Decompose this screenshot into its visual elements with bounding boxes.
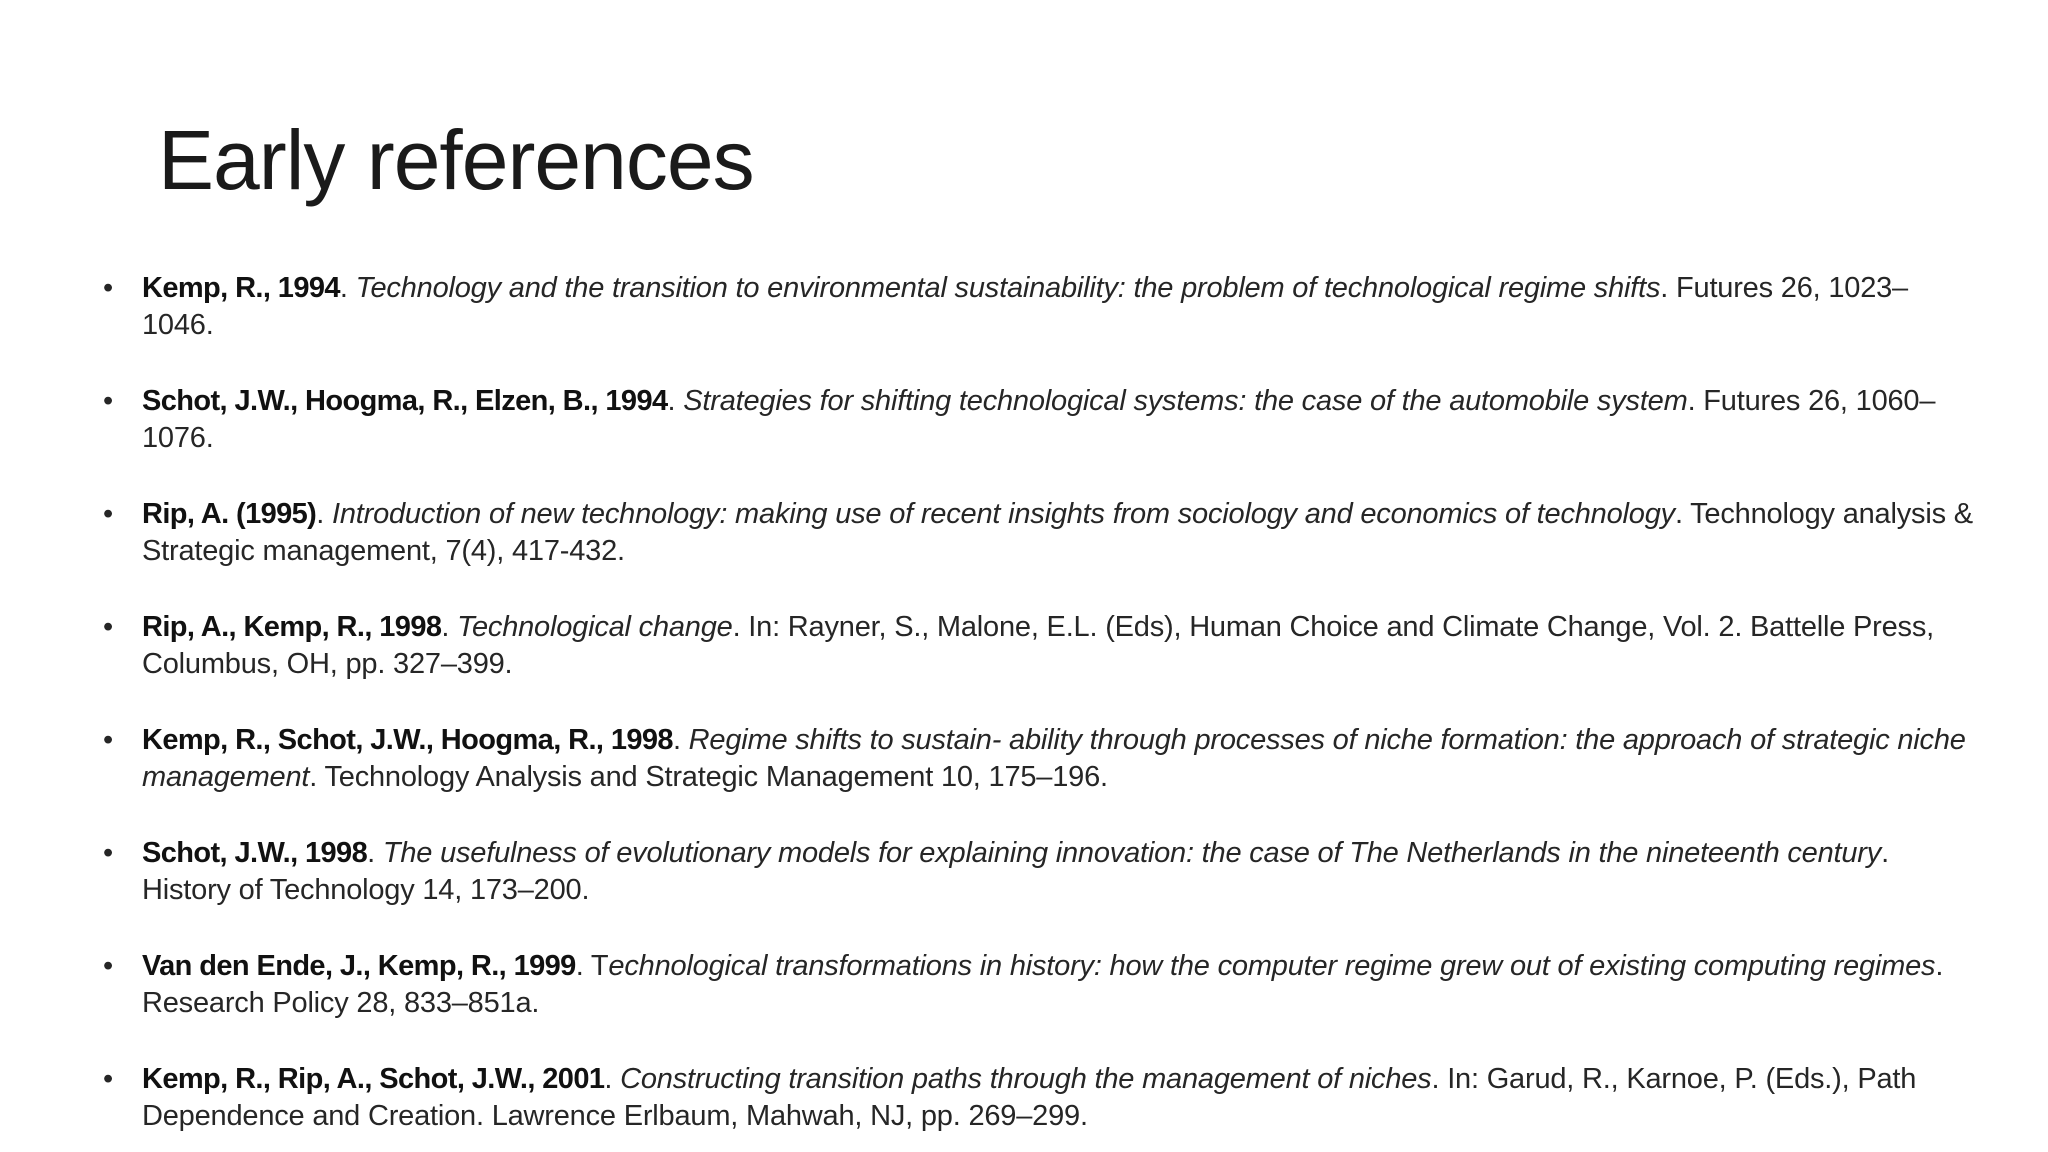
reference-title-prefix: T [590, 950, 609, 982]
reference-item [98, 1061, 1978, 1135]
separator: . [604, 1063, 621, 1095]
reference-source: . In: Rayner, S., Malone, E.L. (Eds), Human Choice and Climate Change, Vol. 2. Battelle Press, Columbus, OH, pp. 327–399. [142, 611, 1935, 680]
bullet-icon: • [103, 724, 113, 756]
bullet-icon: • [103, 498, 113, 530]
reference-title: Strategies for shifting technological systems: the case of the automobile system [683, 385, 1688, 417]
separator: . [441, 611, 458, 643]
separator: . [367, 837, 383, 869]
slide-title: Early references [158, 113, 754, 207]
reference-title: echnological transformations in history: how the computer regime grew out of existing computing regimes [608, 950, 1936, 982]
separator: . [575, 950, 591, 982]
reference-authors: Schot, J.W., Hoogma, R., Elzen, B., 1994 [142, 385, 668, 417]
reference-authors: Kemp, R., Schot, J.W., Hoogma, R., 1998 [142, 724, 673, 756]
reference-authors: Schot, J.W., 1998 [142, 837, 368, 869]
reference-list [98, 270, 1978, 1152]
reference-source: . In: Garud, R., Karnoe, P. (Eds.), Path Dependence and Creation. Lawrence Erlbaum, Mahwah, NJ, pp. 269–299. [142, 1063, 1917, 1132]
reference-item [98, 496, 1978, 570]
separator: . [672, 724, 689, 756]
reference-item [98, 609, 1978, 683]
reference-authors: Van den Ende, J., Kemp, R., 1999 [142, 950, 576, 982]
reference-title: Technological change [457, 611, 733, 643]
reference-title: Regime shifts to sustain- ability through processes of niche formation: the approach of strategic niche management [142, 724, 1966, 793]
reference-authors: Rip, A. (1995) [142, 498, 317, 530]
bullet-icon: • [103, 272, 113, 304]
reference-item [98, 722, 1978, 796]
reference-authors: Kemp, R., 1994 [142, 272, 340, 304]
bullet-icon: • [103, 611, 113, 643]
reference-item [98, 835, 1978, 909]
reference-authors: Rip, A., Kemp, R., 1998 [142, 611, 442, 643]
reference-item [98, 948, 1978, 1022]
separator: . [316, 498, 332, 530]
reference-source: . Research Policy 28, 833–851a. [142, 950, 1944, 1019]
reference-item [98, 270, 1978, 344]
reference-title: The usefulness of evolutionary models for explaining innovation: the case of The Netherlands in the nineteenth century [382, 837, 1882, 869]
bullet-icon: • [103, 837, 113, 869]
separator: . [339, 272, 356, 304]
reference-source: . Technology Analysis and Strategic Management 10, 175–196. [309, 761, 1108, 793]
bullet-icon: • [103, 1063, 113, 1095]
reference-item [98, 383, 1978, 457]
reference-source: . Futures 26, 1060–1076. [142, 385, 1936, 454]
bullet-icon: • [103, 385, 113, 417]
reference-title: Introduction of new technology: making use of recent insights from sociology and economics of technology [331, 498, 1675, 530]
reference-authors: Kemp, R., Rip, A., Schot, J.W., 2001 [142, 1063, 605, 1095]
bullet-icon: • [103, 950, 113, 982]
reference-source: . History of Technology 14, 173–200. [142, 837, 1889, 906]
reference-source: . Futures 26, 1023–1046. [142, 272, 1908, 341]
reference-title: Technology and the transition to environmental sustainability: the problem of technological regime shifts [355, 272, 1661, 304]
reference-title: Constructing transition paths through the management of niches [620, 1063, 1432, 1095]
separator: . [667, 385, 684, 417]
reference-source: . Technology analysis & Strategic management, 7(4), 417-432. [142, 498, 1973, 567]
